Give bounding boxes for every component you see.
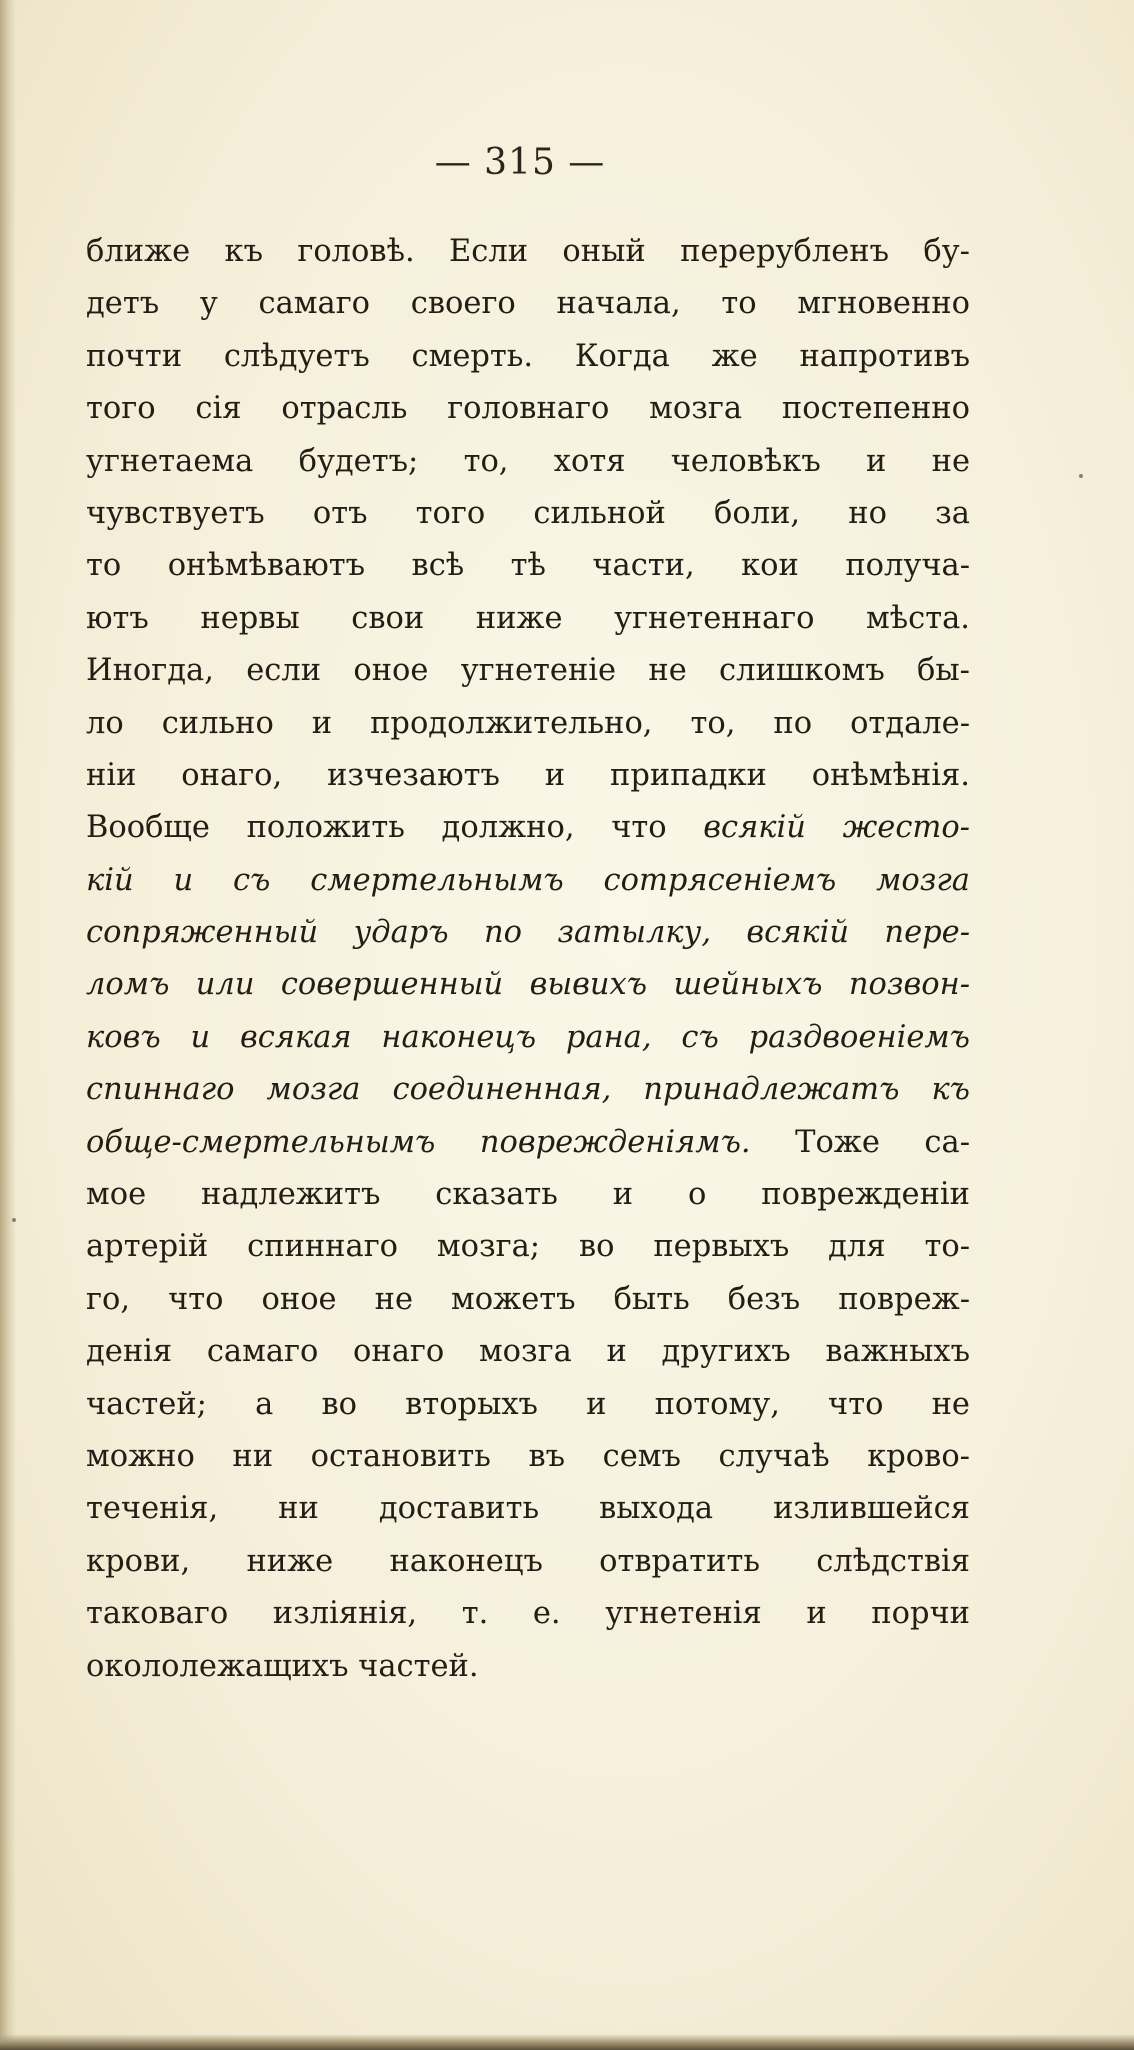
- text-line: почти слѣдуетъ смерть. Когда же напротивъ: [86, 338, 970, 374]
- text-line: теченія, ни доставить выхода излившейся: [86, 1491, 970, 1527]
- text-line-mixed: [86, 802, 970, 854]
- text-line: го, что оное не можетъ быть безъ повреж-: [86, 1281, 970, 1317]
- italic-segment: всякій жесто-: [703, 810, 970, 846]
- roman-segment: Вообще положить должно, что: [86, 810, 704, 846]
- italic-text-line: сопряженный ударъ по затылку, всякій пере-: [86, 915, 970, 951]
- text-line: Иногда, если оное угнетеніе не слишкомъ бы-: [86, 653, 970, 689]
- italic-text-line: ломъ или совершенный вывихъ шейныхъ позвон-: [86, 967, 970, 1003]
- text-line: частей; а во вторыхъ и потому, что не: [86, 1386, 970, 1422]
- text-line: ло сильно и продолжительно, то, по отдале-: [86, 705, 970, 741]
- text-line: ближе къ головѣ. Если оный перерубленъ бу-: [86, 234, 970, 269]
- text-line: ютъ нервы свои ниже угнетеннаго мѣста.: [86, 600, 970, 636]
- text-line: таковаго изліянія, т. е. угнетенія и порчи: [86, 1596, 970, 1632]
- paper-speck: [1079, 474, 1083, 478]
- text-line-last: окололежащихъ частей.: [86, 1648, 479, 1684]
- text-line: можно ни остановить въ семъ случаѣ крово-: [86, 1438, 970, 1474]
- page-number: — 315 —: [434, 142, 606, 183]
- text-line: ніи онаго, изчезаютъ и припадки онѣмѣнія.: [86, 757, 970, 793]
- roman-segment: Тоже са-: [750, 1124, 970, 1160]
- text-line-mixed: [86, 1117, 970, 1169]
- text-line: угнетаема будетъ; то, хотя человѣкъ и не: [86, 443, 970, 479]
- page-bottom-shadow: [0, 2034, 1134, 2050]
- body-text: [86, 226, 970, 1693]
- text-line: то онѣмѣваютъ всѣ тѣ части, кои получа-: [86, 548, 970, 584]
- italic-text-line: кій и съ смертельнымъ сотрясеніемъ мозга: [86, 862, 970, 898]
- text-line: чувствуетъ отъ того сильной боли, но за: [86, 495, 970, 531]
- text-line: крови, ниже наконецъ отвратить слѣдствія: [86, 1543, 970, 1579]
- page-binding-shadow: [0, 0, 16, 2050]
- italic-text-line: спиннаго мозга соединенная, принадлежатъ къ: [86, 1072, 970, 1108]
- paper-speck: [12, 1218, 16, 1222]
- italic-text-line: ковъ и всякая наконецъ рана, съ раздвоеніемъ: [86, 1019, 970, 1055]
- italic-segment: обще-смертельнымъ поврежденіямъ.: [86, 1124, 751, 1160]
- text-line: того сія отрасль головнаго мозга постепенно: [86, 391, 970, 427]
- text-line: мое надлежитъ сказать и о поврежденіи: [86, 1177, 970, 1213]
- text-line: денія самаго онаго мозга и другихъ важныхъ: [86, 1334, 970, 1370]
- text-line: детъ у самаго своего начала, то мгновенно: [86, 286, 970, 322]
- text-line: артерій спиннаго мозга; во первыхъ для то-: [86, 1229, 970, 1265]
